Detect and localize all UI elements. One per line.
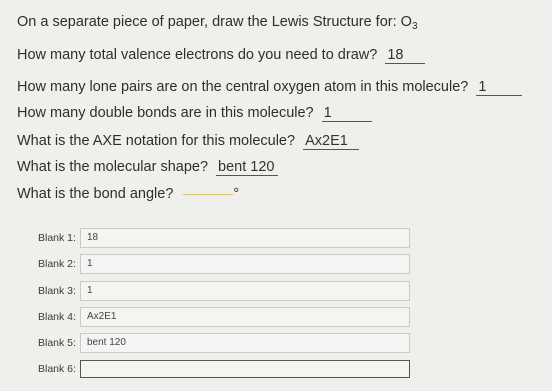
subscript: 3	[411, 21, 418, 32]
answer-blank-6[interactable]	[183, 193, 233, 195]
blank-label: Blank 1:	[38, 232, 76, 244]
question-text: How many lone pairs are on the central oxygen atom in this molecule?	[17, 79, 469, 95]
blank-row-3	[38, 281, 410, 301]
answer-blank-5: bent 120	[216, 159, 278, 176]
question-text: On a separate piece of paper, draw the Lewis Structure for: O	[17, 14, 412, 30]
blank-4-input[interactable]: Ax2E1	[80, 307, 410, 327]
question-lewis-structure	[17, 14, 418, 32]
question-bond-angle	[17, 186, 239, 202]
blank-2-input[interactable]: 1	[80, 254, 410, 274]
question-text: What is the AXE notation for this molecule?	[17, 133, 296, 149]
blank-row-2	[38, 254, 410, 274]
blank-3-input[interactable]: 1	[80, 281, 410, 301]
blank-6-input[interactable]	[80, 360, 410, 378]
answer-blank-1: 18	[385, 47, 425, 64]
question-valence-electrons	[17, 47, 425, 64]
question-text: What is the bond angle?	[17, 186, 174, 202]
question-double-bonds	[17, 105, 372, 122]
blank-label: Blank 5:	[38, 337, 76, 349]
question-text: How many double bonds are in this molecule?	[17, 105, 314, 121]
blank-row-4	[38, 307, 410, 327]
blank-5-input[interactable]: bent 120	[80, 333, 410, 353]
degree-symbol: °	[233, 186, 240, 202]
question-text: How many total valence electrons do you need to draw?	[17, 47, 378, 63]
question-molecular-shape	[17, 159, 278, 176]
question-text: What is the molecular shape?	[17, 159, 209, 175]
blank-row-1	[38, 228, 410, 248]
answer-blank-4: Ax2E1	[303, 133, 359, 150]
blank-row-6	[38, 360, 410, 378]
blank-label: Blank 2:	[38, 258, 76, 270]
answer-blank-2: 1	[476, 79, 522, 96]
blank-label: Blank 6:	[38, 363, 76, 375]
blank-row-5	[38, 333, 410, 353]
blank-label: Blank 3:	[38, 285, 76, 297]
blank-1-input[interactable]: 18	[80, 228, 410, 248]
question-lone-pairs	[17, 79, 522, 96]
blank-label: Blank 4:	[38, 311, 76, 323]
answer-blank-3: 1	[322, 105, 372, 122]
question-axe-notation	[17, 133, 359, 150]
